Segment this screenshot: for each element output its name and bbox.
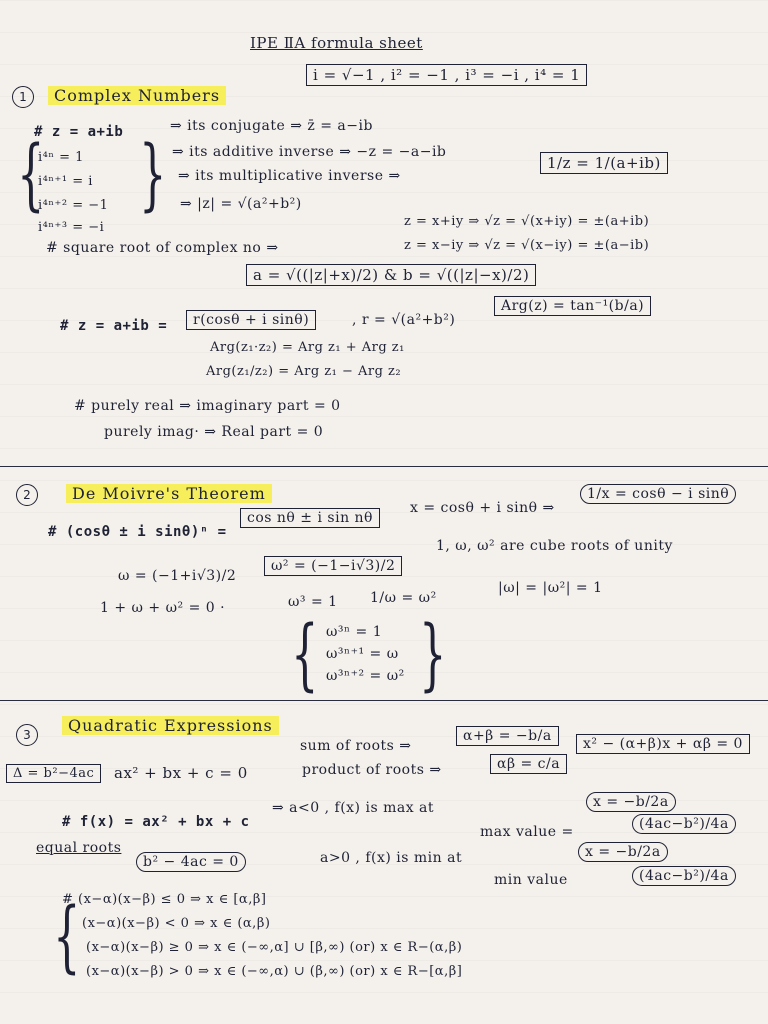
sum-of-roots-label: sum of roots ⇒ <box>300 738 412 754</box>
theorem-lhs: # (cosθ ± i sinθ)ⁿ = <box>48 524 227 540</box>
fx-definition: # f(x) = ax² + bx + c <box>62 814 250 830</box>
inequality-1: # (x−α)(x−β) ≤ 0 ⇒ x ∈ [α,β] <box>62 892 267 907</box>
multiplicative-inverse-label: ⇒ its multiplicative inverse ⇒ <box>178 168 401 184</box>
square-root-label: # square root of complex no ⇒ <box>46 240 279 256</box>
modulus-line: ⇒ |z| = √(a²+b²) <box>180 196 302 212</box>
inequality-4: (x−α)(x−β) > 0 ⇒ x ∈ (−∞,α) ∪ (β,∞) (or) x ∈ R−[α,β] <box>86 964 463 979</box>
omega-squared-box: ω² = (−1−i√3)/2 <box>264 556 402 576</box>
square-root-line-2: z = x−iy ⇒ √z = √(x−iy) = ±(a−ib) <box>404 238 650 253</box>
multiplicative-inverse-box: 1/z = 1/(a+ib) <box>540 152 668 174</box>
purely-real: # purely real ⇒ imaginary part = 0 <box>74 398 341 414</box>
omega-powers-brace-right: } <box>419 610 447 700</box>
section-number-3: 3 <box>16 724 38 746</box>
equal-roots-box: b² − 4ac = 0 <box>136 852 246 872</box>
sum-of-roots-box: α+β = −b/a <box>456 726 559 746</box>
i-powers-box: i = √−1 , i² = −1 , i³ = −i , i⁴ = 1 <box>306 64 587 86</box>
page-title: IPE ⅡA formula sheet <box>250 34 423 52</box>
argument-box: Arg(z) = tan⁻¹(b/a) <box>494 296 651 316</box>
cube-roots-of-unity: 1, ω, ω² are cube roots of unity <box>436 538 673 554</box>
section-heading-complex: Complex Numbers <box>48 86 226 105</box>
omega-power-1: ω³ⁿ = 1 <box>326 624 383 640</box>
i-cycle-4: i⁴ⁿ⁺³ = −i <box>38 220 105 235</box>
min-at-box: x = −b/2a <box>578 842 668 862</box>
i-cycle-3: i⁴ⁿ⁺² = −1 <box>38 198 109 213</box>
square-root-line-1: z = x+iy ⇒ √z = √(x+iy) = ±(a+ib) <box>404 214 650 229</box>
reciprocal-identity-box: 1/x = cosθ − i sinθ <box>580 484 736 504</box>
max-condition: ⇒ a<0 , f(x) is max at <box>272 800 435 816</box>
omega-value: ω = (−1+i√3)/2 <box>118 568 237 584</box>
conjugate-line: ⇒ its conjugate ⇒ z̄ = a−ib <box>170 118 373 134</box>
additive-inverse-line: ⇒ its additive inverse ⇒ −z = −a−ib <box>172 144 447 160</box>
section-heading-demoivre: De Moivre's Theorem <box>66 484 272 503</box>
argument-rule-1: Arg(z₁·z₂) = Arg z₁ + Arg z₁ <box>210 340 405 355</box>
argument-rule-2: Arg(z₁/z₂) = Arg z₁ − Arg z₂ <box>206 364 402 379</box>
max-value-box: (4ac−b²)/4a <box>632 814 736 834</box>
i-cycle-1: i⁴ⁿ = 1 <box>38 150 84 165</box>
theorem-box: cos nθ ± i sin nθ <box>240 508 380 528</box>
inequality-3: (x−α)(x−β) ≥ 0 ⇒ x ∈ (−∞,α] ∪ [β,∞) (or) x ∈ R−(α,β) <box>86 940 463 955</box>
product-of-roots-box: αβ = c/a <box>490 754 567 774</box>
section-heading-quadratic: Quadratic Expressions <box>62 716 279 735</box>
z-definition: # z = a+ib <box>34 124 124 140</box>
polar-form-lhs: # z = a+ib = <box>60 318 168 334</box>
purely-imaginary: purely imag· ⇒ Real part = 0 <box>104 424 324 440</box>
omega-reciprocal: 1/ω = ω² <box>370 590 437 606</box>
min-value-label: min value <box>494 872 568 888</box>
section-divider-1 <box>0 466 768 467</box>
omega-cube: ω³ = 1 <box>288 594 338 610</box>
min-value-box: (4ac−b²)/4a <box>632 866 736 886</box>
x-definition: x = cosθ + i sinθ ⇒ <box>410 500 555 516</box>
quadratic-equation-box: x² − (α+β)x + αβ = 0 <box>576 734 750 754</box>
polar-r: , r = √(a²+b²) <box>352 312 456 328</box>
omega-sum: 1 + ω + ω² = 0 · <box>100 600 226 616</box>
omega-power-2: ω³ⁿ⁺¹ = ω <box>326 646 399 662</box>
product-of-roots-label: product of roots ⇒ <box>302 762 442 778</box>
equal-roots-label: equal roots <box>36 840 122 856</box>
section-number-2: 2 <box>16 484 38 506</box>
polar-form-box: r(cosθ + i sinθ) <box>186 310 316 330</box>
cycle-brace: { <box>17 130 45 220</box>
ab-formula-box: a = √((|z|+x)/2) & b = √((|z|−x)/2) <box>246 264 536 286</box>
section-number-1: 1 <box>12 86 34 108</box>
section-divider-2 <box>0 700 768 701</box>
omega-modulus: |ω| = |ω²| = 1 <box>498 580 603 596</box>
omega-powers-brace: { <box>291 610 319 700</box>
i-cycle-2: i⁴ⁿ⁺¹ = i <box>38 174 93 189</box>
max-value-label: max value = <box>480 824 574 840</box>
min-condition: a>0 , f(x) is min at <box>320 850 463 866</box>
standard-form: ax² + bx + c = 0 <box>114 764 248 782</box>
max-at-box: x = −b/2a <box>586 792 676 812</box>
inequality-2: (x−α)(x−β) < 0 ⇒ x ∈ (α,β) <box>82 916 271 931</box>
cycle-brace-right: } <box>139 130 167 220</box>
discriminant-box: Δ = b²−4ac <box>6 764 101 783</box>
omega-power-3: ω³ⁿ⁺² = ω² <box>326 668 405 684</box>
inequality-brace: { <box>53 892 81 982</box>
